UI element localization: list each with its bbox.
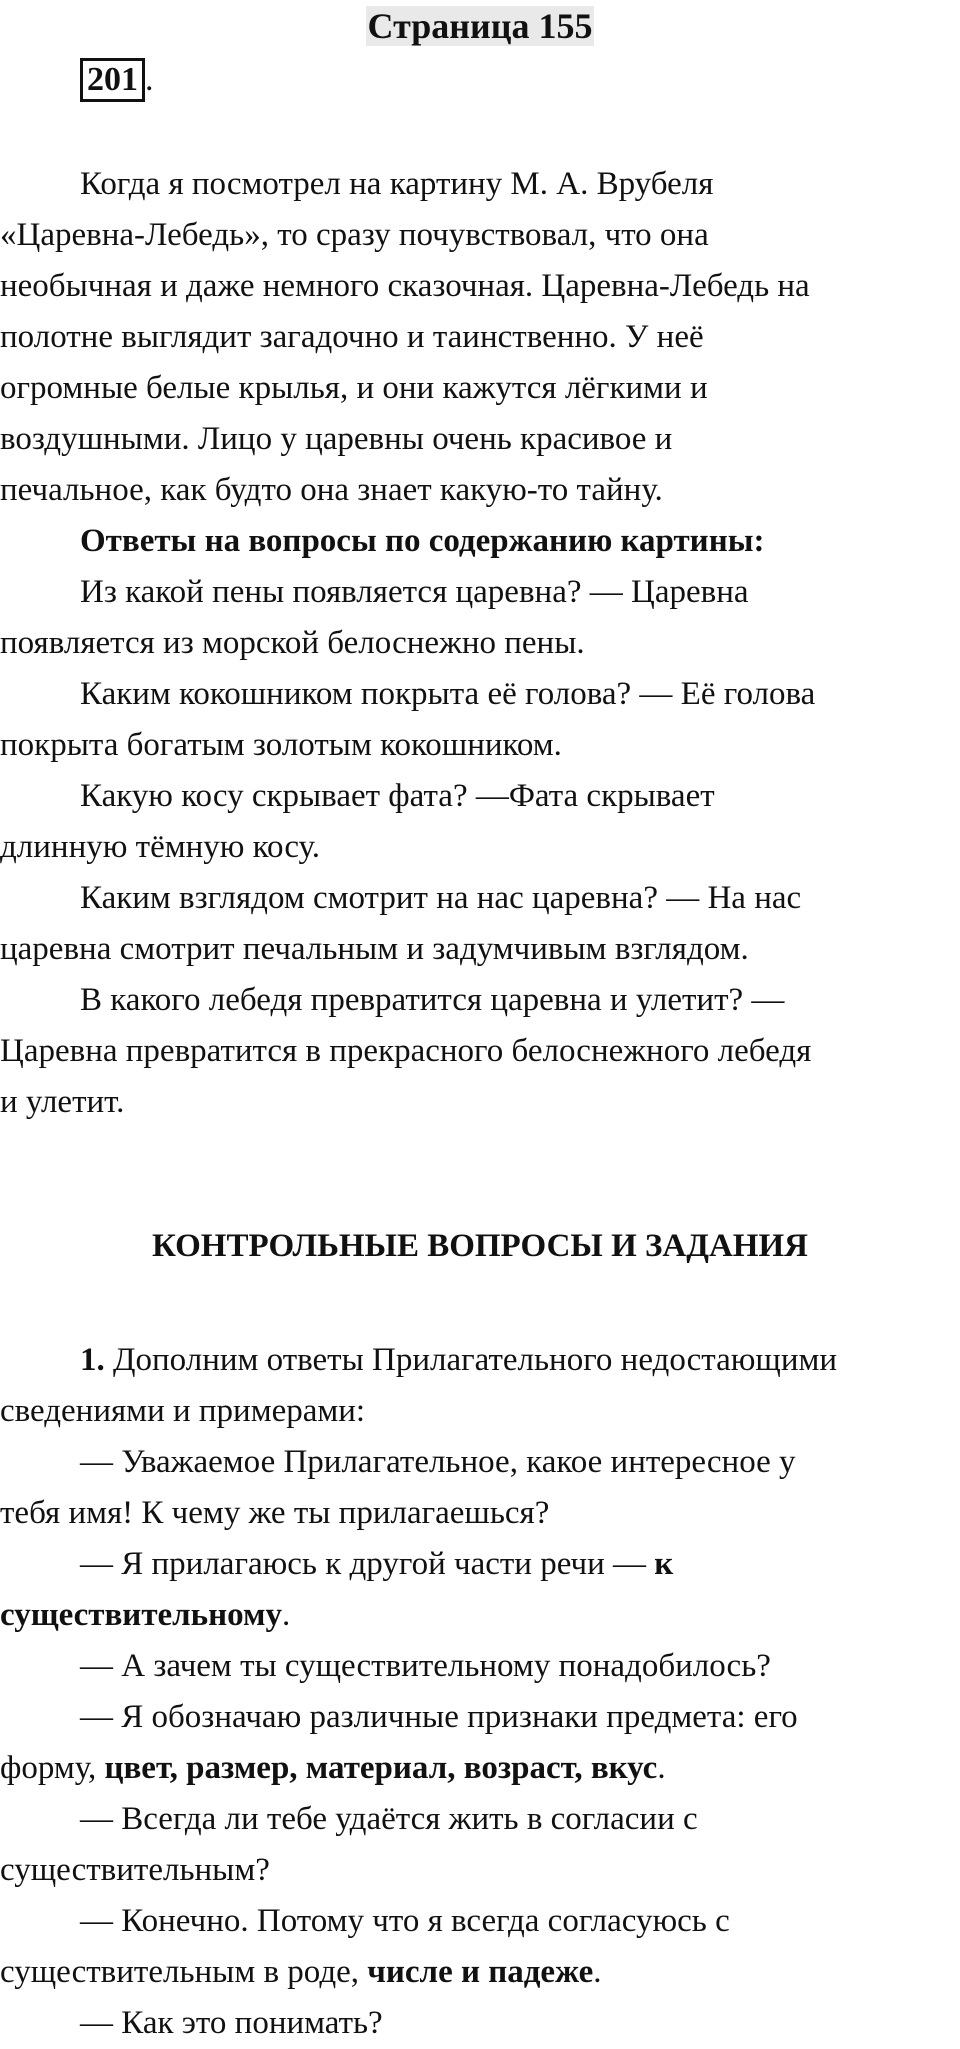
- qa-answer-line: покрыта богатым золотым кокошником.: [0, 727, 562, 763]
- dialogue-line-cont: [0, 1947, 960, 1998]
- essay-line: необычная и даже немного сказочная. Царевна-Лебедь на: [0, 268, 810, 304]
- dialogue-line: — Всегда ли тебе удаётся жить в согласии с: [80, 1801, 698, 1837]
- task-number: 1.: [80, 1342, 105, 1378]
- dialogue-text: — Я прилагаюсь к другой части речи —: [80, 1546, 655, 1582]
- essay-line: воздушными. Лицо у царевны очень красивое и: [0, 421, 673, 457]
- answers-heading-text: Ответы на вопросы по содержанию картины:: [80, 523, 765, 559]
- task-1-intro-text: Дополним ответы Прилагательного недостающими: [104, 1342, 838, 1378]
- qa-question-line: Какую косу скрывает фата? —Фата скрывает: [80, 778, 715, 814]
- essay-line: печальное, как будто она знает какую-то тайну.: [0, 472, 663, 508]
- dialogue-bold: числе и падеже: [367, 1954, 594, 1990]
- dialogue-text: .: [282, 1597, 291, 1633]
- qa-answer-line: Царевна превратится в прекрасного белоснежного лебедя: [0, 1033, 812, 1069]
- essay-line: «Царевна-Лебедь», то сразу почувствовал, что она: [0, 217, 709, 253]
- exercise-number: [80, 58, 154, 102]
- dialogue-line: [0, 1539, 960, 1590]
- answers-heading: [0, 516, 960, 567]
- task-1-intro: [0, 1335, 960, 1386]
- dialogue-line: — Я обозначаю различные признаки предмета: его: [80, 1699, 798, 1735]
- task-1-intro-cont: сведениями и примерами:: [0, 1393, 366, 1429]
- dialogue-line: — Как это понимать?: [80, 2005, 383, 2041]
- qa-answer-line: царевна смотрит печальным и задумчивым взглядом.: [0, 931, 749, 967]
- dialogue-line-cont: существительным?: [0, 1852, 270, 1888]
- section-heading: КОНТРОЛЬНЫЕ ВОПРОСЫ И ЗАДАНИЯ: [152, 1228, 808, 1264]
- essay-line: огромные белые крылья, и они кажутся лёгкими и: [0, 370, 708, 406]
- essay-text: [0, 159, 960, 1128]
- dialogue-text: .: [657, 1750, 666, 1786]
- dialogue-line-cont: тебя имя! К чему же ты прилагаешься?: [0, 1495, 550, 1531]
- dialogue-text: форму,: [0, 1750, 105, 1786]
- page-title-text: Страница 155: [367, 6, 593, 46]
- dialogue-bold: существительному: [0, 1597, 282, 1633]
- dialogue-bold: цвет, размер, материал, возраст, вкус: [104, 1750, 658, 1786]
- essay-line: Когда я посмотрел на картину М. А. Врубеля: [80, 166, 714, 202]
- dialogue-line: — Уважаемое Прилагательное, какое интересное у: [80, 1444, 796, 1480]
- qa-question-line: В какого лебедя превратится царевна и улетит? —: [80, 982, 785, 1018]
- qa-question-line: Из какой пены появляется царевна? — Царевна: [80, 574, 749, 610]
- exercise-number-box: 201: [80, 58, 145, 102]
- qa-answer-line: и улетит.: [0, 1084, 125, 1120]
- task-1-text: [0, 1335, 960, 2049]
- essay-line: полотне выглядит загадочно и таинственно. У неё: [0, 319, 704, 355]
- qa-question-line: Каким кокошником покрыта её голова? — Её голова: [80, 676, 816, 712]
- dialogue-text: .: [593, 1954, 602, 1990]
- dialogue-line: — Конечно. Потому что я всегда согласуюсь с: [80, 1903, 730, 1939]
- qa-answer-line: появляется из морской белоснежно пены.: [0, 625, 585, 661]
- exercise-number-dot: .: [145, 61, 154, 98]
- dialogue-line-cont: [0, 1743, 960, 1794]
- page-title: [0, 4, 960, 48]
- qa-answer-line: длинную тёмную косу.: [0, 829, 320, 865]
- dialogue-text: существительным в роде,: [0, 1954, 368, 1990]
- dialogue-line: — А зачем ты существительному понадобилось?: [80, 1648, 771, 1684]
- dialogue-line-cont: [0, 1590, 960, 1641]
- dialogue-bold: к: [654, 1546, 674, 1582]
- qa-question-line: Каким взглядом смотрит на нас царевна? — На нас: [80, 880, 802, 916]
